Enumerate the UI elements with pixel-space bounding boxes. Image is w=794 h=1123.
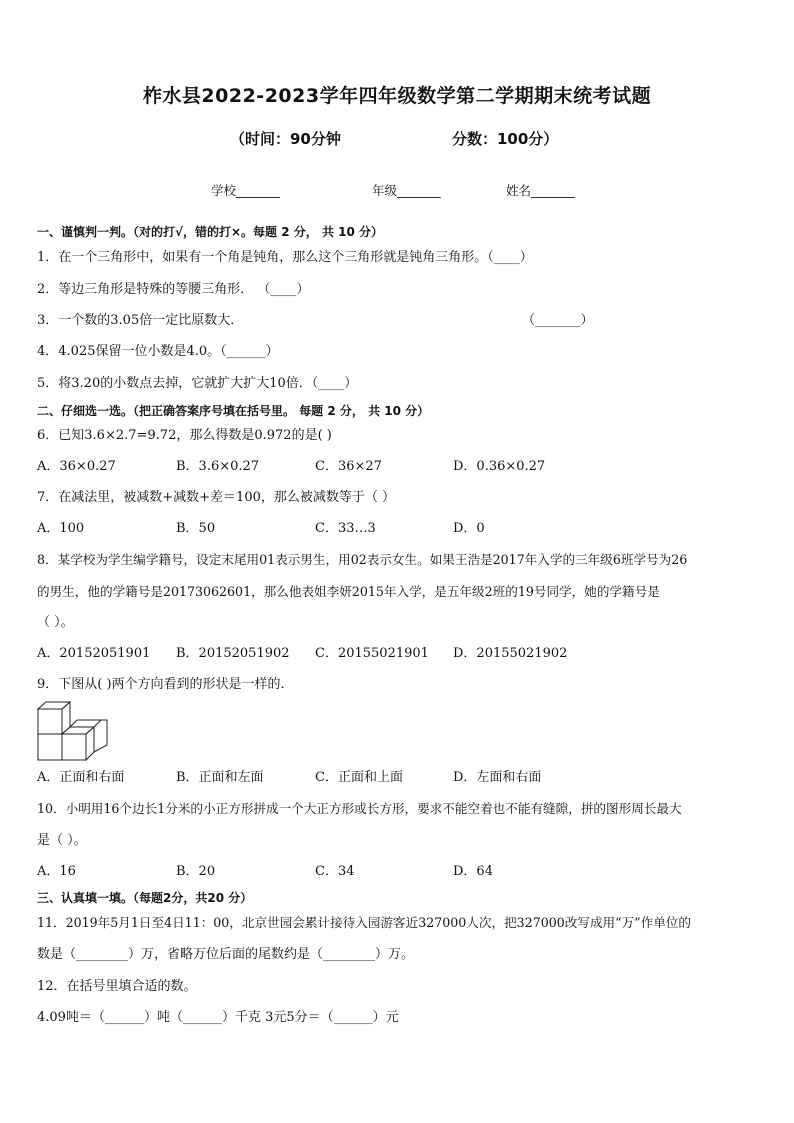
question-11-line1: 11．2019年5月1日至4日11：00，北京世园会累计接待入园游客近327000人次，把327000改写成用“万”作单位的 [37, 915, 691, 930]
q10-option-d: D．64 [453, 864, 493, 879]
question-1: 1．在一个三角形中，如果有一个角是钝角，那么这个三角形就是钝角三角形。（____） [37, 250, 533, 265]
question-6: 6．已知3.6×2.7=9.72，那么得数是0.972的是( ) [37, 428, 332, 443]
question-8-line3: （ ）。 [37, 615, 74, 630]
q7-option-b: B．50 [176, 521, 216, 536]
section3-heading: 三、认真填一填。（每题2分，共20 分） [37, 891, 253, 905]
question-11-line2: 数是（________）万，省略万位后面的尾数约是（________）万。 [37, 947, 415, 962]
cube-top-face [38, 702, 70, 709]
section1-heading: 一、谨慎判一判。（对的打√，错的打×。每题 2 分， 共 10 分） [37, 225, 383, 239]
q6-option-a: A．36×0.27 [37, 459, 116, 474]
section2-heading: 二、仔细选一选。（把正确答案序号填在括号里。 每题 2 分， 共 10 分） [37, 404, 430, 418]
question-9: 9．下图从( )两个方向看到的形状是一样的． [37, 677, 294, 692]
q9-option-d: D．左面和右面 [453, 770, 542, 785]
question-12: 12．在括号里填合适的数。 [37, 979, 197, 994]
question-3-blank: （_______） [522, 313, 594, 328]
cube-top-face-right [62, 727, 94, 734]
cube-stack-figure [35, 700, 109, 762]
q8-option-a: A．20152051901 [37, 646, 151, 661]
q8-option-b: B．20152051902 [176, 646, 290, 661]
cube-front-face-bottom-right [62, 734, 86, 760]
q10-option-c: C．34 [315, 864, 355, 879]
question-8-line1: 8．某学校为学生编学籍号，设定末尾用01表示男生，用02表示女生。如果王浩是2017年入学的三年级6班学号为26 [37, 552, 688, 567]
q9-option-c: C．正面和上面 [315, 770, 403, 785]
q10-option-a: A．16 [37, 864, 76, 879]
question-12-line2: 4.09吨＝（______）吨（______）千克 3元5分＝（______）元 [37, 1010, 399, 1025]
cube-side-face-top [62, 702, 70, 734]
q6-option-b: B．3.6×0.27 [176, 459, 260, 474]
name-field: 姓名_______ [506, 183, 575, 198]
q7-option-c: C．33…3 [315, 521, 376, 536]
q10-option-b: B．20 [176, 864, 216, 879]
exam-score: 分数：100分） [452, 130, 559, 148]
exam-title: 柞水县2022-2023学年四年级数学第二学期期末统考试题 [142, 85, 652, 107]
cube-front-face-top [38, 709, 62, 734]
exam-time: （时间：90分钟 [230, 130, 341, 148]
q6-option-d: D．0.36×0.27 [453, 459, 546, 474]
cube-front-face-bottom-left [38, 734, 62, 760]
question-5: 5．将3.20的小数点去掉，它就扩大扩大10倍．（____） [37, 376, 358, 391]
q7-option-a: A．100 [37, 521, 85, 536]
question-4: 4．4.025保留一位小数是4.0。（______） [37, 344, 279, 359]
question-2: 2．等边三角形是特殊的等腰三角形． （____） [37, 282, 310, 297]
question-8-line2: 的男生，他的学籍号是20173062601，那么他表姐李妍2015年入学，是五年级2班的19号同学，她的学籍号是 [37, 584, 660, 599]
question-3: 3．一个数的3.05倍一定比原数大． [37, 313, 244, 328]
q8-option-d: D．20155021902 [453, 646, 568, 661]
q8-option-c: C．20155021901 [315, 646, 429, 661]
q6-option-c: C．36×27 [315, 459, 382, 474]
cube-side-face-back [94, 720, 107, 752]
q9-option-a: A．正面和右面 [37, 770, 125, 785]
q9-option-b: B．正面和左面 [176, 770, 264, 785]
grade-field: 年级_______ [372, 183, 441, 198]
cube-side-face-right [86, 727, 94, 760]
school-field: 学校_______ [211, 183, 280, 198]
q7-option-d: D．0 [453, 521, 485, 536]
question-7: 7．在减法里，被减数+减数+差＝100，那么被减数等于（ ） [37, 490, 396, 505]
question-10-line2: 是（ ）。 [37, 833, 87, 848]
question-10-line1: 10．小明用16个边长1分米的小正方形拼成一个大正方形或长方形，要求不能空着也不能有缝隙，拼的图形周长最大 [37, 801, 682, 816]
